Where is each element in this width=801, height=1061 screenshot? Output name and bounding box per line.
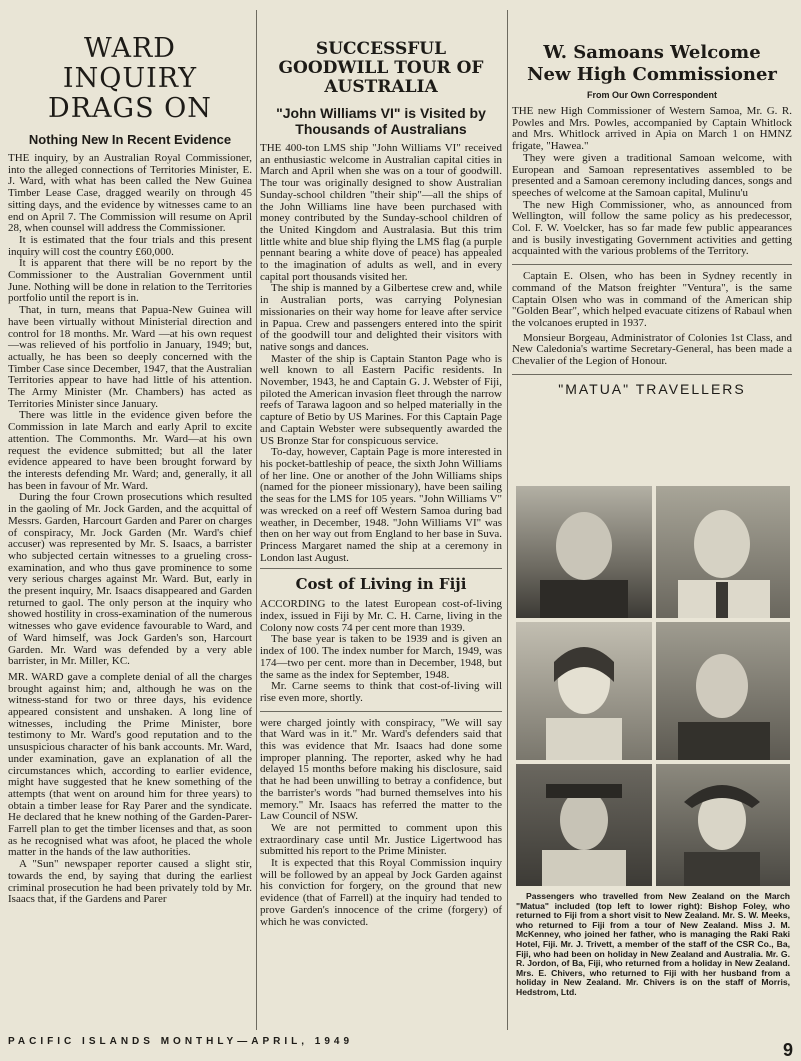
photo-jm-mckenney bbox=[516, 622, 652, 760]
goodwill-para-3: Master of the ship is Captain Stanton Page who is well known to all Eastern Pacific residents. In November, 1943, he and Captain G. J. Webster of Fiji, piloted the American invasion fleet through the narrow reefs of Tarawa lagoon and so helped materially in the capture of Betio by US Marines. For this Captain Page and Captain Webster were subsequently awarded the US Bronze Star for conspicuous service. bbox=[260, 352, 502, 447]
goodwill-para-4: To-day, however, Captain Page is more interested in his pocket-battleship of peace, the sixth John Williams of her line. One or another of the John Williams ships (named for the pioneer missionary), have been sailing the seas for the LMS for 105 years. "John Williams V" was wrecked on a reef off Western Samoa during bad weather, in December, 1948. "John Williams VI" was then on her way out from England to her base in Suva. Princess Margaret named the ship at a ceremony in London last August. bbox=[260, 446, 502, 564]
travellers-caption: Passengers who travelled from New Zealand on the March "Matua" included (top left to lower right): Bishop Foley, who returned to Fiji from a short visit to New Zealand. Mr. S. W. Meeks, who returned to Fiji from a tour of New Zealand. Miss J. M. McKenney, who joined her father, who is managing the Raki Raki Hotel, Fiji. Mr. J. Trivett, a member of the staff of the CSR Co., Ba, Fiji, who had been on holiday in New Zealand and Australia. Mr. G. R. Jordon, of Ba, Fiji, who returned from a holiday in New Zealand. Mrs. E. Chivers, who returned to Fiji with her husband from a holiday in New Zealand. Mr. Chivers is on the staff of Morris, Hedstrom, Ltd. bbox=[516, 891, 790, 997]
samoa-para-3: The new High Commissioner, who, as announced from Wellington, will follow the same policy as his predecessor, Col. F. W. Voelcker, has so far made few public appearances and is busily investigating Government activities and getting acquainted with the various problems of the Territory. bbox=[512, 198, 792, 258]
ward-continued-para-2: We are not permitted to comment upon this extraordinary case until Mr. Justice Ligertwood has submitted his report to the Prime Minister. bbox=[260, 821, 502, 858]
olsen-note: Captain E. Olsen, who has been in Sydney recently in command of the Matson freighter "Ventura", is the same Captain Olsen who was in command of the American ship "Golden Bear", which helped evacuate citizens of Rabaul when the volcanoes erupted in 1937. bbox=[512, 270, 792, 329]
fiji-para-3: Mr. Carne seems to think that cost-of-living will rise even more, shortly. bbox=[260, 680, 502, 704]
portrait-icon bbox=[656, 764, 790, 886]
ward-para-1: THE inquiry, by an Australian Royal Commissioner, into the alleged connections of Territories Minister, E. J. Ward, with what has been called the New Guinea Timber Lease Case, dragged wearily on through 45 sitting days, and the evidence by witnesses came to an end on April 7. The Commission will resume on April 28, when counsel will address the Commissioner. bbox=[8, 152, 252, 235]
ward-para-7: MR. WARD gave a complete denial of all the charges brought against him; and, although he was on the witness-stand for two or three days, his evidence appeared consistent and unshaken. A long line of witnesses, including the Prime Minister, bore testimony to Mr. Ward's good reputation and to the unsuspicious character of his bank accounts. Mr. Ward, under examination, gave an explanation of all the circumstances which, according to earlier evidence, might have suggested that he knew something of the attempts (that went on around him for three years) to obtain a timber lease for Ray Parer and the syndicate. He declared that he knew nothing of the Garden-Parer-Farrell plan to get the timber licenses and that, as soon as he recognised what was afoot, he placed the whole matter in the hands of the law authorities. bbox=[8, 670, 252, 859]
travellers-title: "MATUA" TRAVELLERS bbox=[558, 380, 746, 397]
fiji-para-2: The base year is taken to be 1939 and is given an index of 100. The index number for March, 1949, was 174—two per cent. more than in December, 1948, but the same as the index for September, 1948. bbox=[260, 633, 502, 681]
page-number: 9 bbox=[782, 1040, 793, 1060]
ward-para-4: That, in turn, means that Papua-New Guinea will have been virtually without Ministerial direction and control for 18 months. Mr. Ward —at his own request —was relieved of his portfolio in January, 1949; but, actually, he has been so deeply concerned with the Timber Case since December, 1947, that the Australian Territories appear to have had little of his attention. The Army Minister (Mr. Chambers) has acted as Territories Minister since January. bbox=[8, 304, 252, 410]
photo-gr-jordon bbox=[516, 764, 652, 886]
fiji-para-1: ACCORDING to the latest European cost-of-living index, issued in Fiji by Mr. C. H. Carne, living in the Colony now costs 74 per cent more than 1939. bbox=[260, 598, 502, 634]
portrait-icon bbox=[516, 622, 652, 760]
photo-sw-meeks bbox=[656, 486, 790, 618]
ward-para-8: A "Sun" newspaper reporter caused a slight stir, towards the end, by saying that during the earliest criminal prosecution he had been privately told by Mr. Isaacs that, if the Gardens and Parer bbox=[8, 858, 252, 906]
portrait-icon bbox=[656, 486, 790, 618]
ward-para-2: It is estimated that the four trials and this present inquiry will cost the country £60,000. bbox=[8, 233, 252, 258]
photo-bishop-foley bbox=[516, 486, 652, 618]
column-divider-1 bbox=[256, 10, 257, 1030]
bergeau-note: Monsieur Borgeau, Administrator of Colonies 1st Class, and New Caledonia's wartime Secretary-General, has been made a Chevalier of the Legion of Honour. bbox=[512, 331, 792, 368]
page-footer: PACIFIC ISLANDS MONTHLY—APRIL, 1949 bbox=[8, 1036, 354, 1047]
ward-para-6: During the four Crown prosecutions which resulted in the gaoling of Mr. Jock Garden, and the acquittal of Messrs. Garden, Harcourt Garden and Parer on charges of conspiracy, Mr. Jock Garden (Mr. Ward's chief accuser) was represented by Mr. S. Isaacs, a barrister who subjected certain witnesses to a grueling cross-examination, and who thus gave prominence to some very serious charges against Mr. Ward. But, early in the present inquiry, Mr. Isaacs disappeared and Garden returned to gaol. The only person at the inquiry who showed hostility in cross-examination of the numerous witnesses who gave evidence favourable to Ward, and of Ward himself, was Jock Garden's son, Harcourt Garden. Mr. Ward was defended by a very able barrister, in Mr. Miller, KC. bbox=[8, 491, 252, 668]
ward-para-5: There was little in the evidence given before the Commission in late March and early April to excite attention. The Commonths. Mr. Ward—at his own request the evidence submitted; but all the later evidence appeared to have been brought forward by the interests defending Mr. Ward; and, generally, it all has been in favour of Mr. Ward. bbox=[8, 409, 252, 492]
rule-olsen bbox=[512, 264, 792, 265]
portrait-icon bbox=[516, 764, 652, 886]
goodwill-para-1: THE 400-ton LMS ship "John Williams VI" received an enthusiastic welcome in Australian capital cities in March and April when she was on a tour of goodwill. The tour was originally designed to show Australian Sunday-school children "their ship"—all the ships of the John Williams line have been purchased with money contributed by the Sunday-school children of the United Kingdom and Australasia. But this trim little white and blue ship flying the LMS flag (a purple pennant bearing a white dove of peace) has appealed to the imagination of adults as well, and in every capital port thousands visited her. bbox=[260, 142, 502, 283]
photo-j-trivett bbox=[656, 622, 790, 760]
samoa-para-1: THE new High Commissioner of Western Samoa, Mr. G. R. Powles and Mrs. Powles, accompanied by Captain Whitlock and Mrs. Whitlock arrived in Apia on March 1 on HMNZ frigate, "Hawea." bbox=[512, 105, 792, 153]
headline-goodwill-tour: SUCCESSFUL GOODWILL TOUR OF AUSTRALIA bbox=[278, 39, 484, 97]
ward-continued-para-1: were charged jointly with conspiracy, "We will say that Ward was in it." Mr. Ward's defenders said that this was evidence that Mr. Isaacs had done some improper planning. The reporter, asked why he had delayed 15 months before making his disclosure, said that he had been unwilling to betray a confidence, but the barrister's words "had burned themselves into his memory." Mr. Isaacs has referred the matter to the Law Council of NSW. bbox=[260, 716, 502, 823]
rule-travellers bbox=[512, 374, 792, 375]
samoa-para-2: They were given a traditional Samoan welcome, with European and Samoan representatives assembled to be presented and a Samoan ceremony including dances, songs and speeches of welcome at the Samoan capital, Mulinu'u bbox=[512, 151, 792, 199]
headline-cost-of-living-fiji: Cost of Living in Fiji bbox=[295, 575, 467, 594]
photo-mrs-e-chivers bbox=[656, 764, 790, 886]
subhead-ward-inquiry: Nothing New In Recent Evidence bbox=[28, 132, 232, 147]
portrait-icon bbox=[656, 622, 790, 760]
column-divider-2 bbox=[507, 10, 508, 1030]
rule-fiji-top bbox=[260, 568, 502, 569]
headline-samoa: W. Samoans Welcome New High Commissioner bbox=[527, 42, 777, 85]
ward-para-3: It is apparent that there will be no report by the Commissioner to the Australian Government until June. Nothing will be done in relation to the Territories portfolio until the report is in. bbox=[8, 257, 252, 305]
column-ward-inquiry bbox=[8, 0, 252, 906]
goodwill-para-2: The ship is manned by a Gilbertese crew and, while in Australian ports, was carrying Polynesian missionaries on their way home for leave after service in Papua. Crew and passengers entered into the spirit of the goodwill tour and delighted their visitors with native songs and dances. bbox=[260, 282, 502, 353]
column-samoa bbox=[512, 0, 792, 405]
headline-ward-inquiry: WARD INQUIRY DRAGS ON bbox=[48, 33, 212, 124]
rule-fiji-bottom bbox=[260, 711, 502, 712]
portrait-icon bbox=[516, 486, 652, 618]
byline-samoa: From Our Own Correspondent bbox=[586, 90, 717, 100]
ward-continued-para-3: It is expected that this Royal Commission inquiry will be followed by an appeal by Jock Garden against his conviction for forgery, on the ground that new evidence (that of Farrell) at the inquiry had tended to prove Garden's innocence of the crime (forgery) of which he was convicted. bbox=[260, 857, 502, 928]
subhead-goodwill-tour: "John Williams VI" is Visited by Thousands of Australians bbox=[276, 105, 486, 137]
column-goodwill-tour bbox=[260, 0, 502, 928]
